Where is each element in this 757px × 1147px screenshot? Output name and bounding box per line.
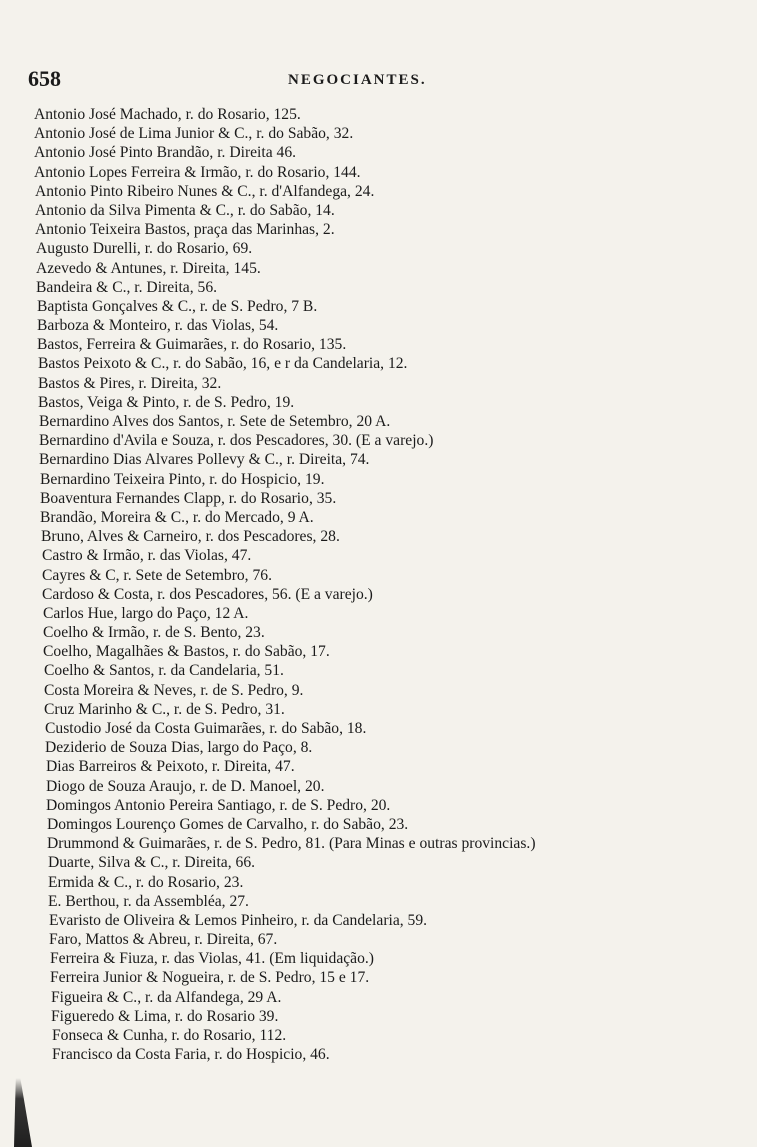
merchant-list <box>34 105 734 1064</box>
list-item: Custodio José da Costa Guimarães, r. do Sabão, 18. <box>45 720 367 737</box>
list-item: Figueira & C., r. da Alfandega, 29 A. <box>51 988 282 1006</box>
list-item: Baptista Gonçalves & C., r. de S. Pedro, 7 B. <box>37 297 318 315</box>
list-item: Bastos, Veiga & Pinto, r. de S. Pedro, 19. <box>38 393 295 411</box>
list-item: Coelho, Magalhães & Bastos, r. do Sabão, 17. <box>43 643 330 661</box>
list-item: Cayres & C, r. Sete de Setembro, 76. <box>42 566 272 584</box>
list-item: Bastos, Ferreira & Guimarães, r. do Rosario, 135. <box>37 336 347 354</box>
list-item: Antonio José Machado, r. do Rosario, 125. <box>34 106 301 123</box>
list-item: Augusto Durelli, r. do Rosario, 69. <box>36 240 253 258</box>
list-item: Bernardino Alves dos Santos, r. Sete de Setembro, 20 A. <box>39 413 391 430</box>
list-item: Bastos Peixoto & C., r. do Sabão, 16, e r da Candelaria, 12. <box>38 355 408 373</box>
list-item: Bernardino d'Avila e Souza, r. dos Pescadores, 30. (E a varejo.) <box>39 432 434 450</box>
list-item: Faro, Mattos & Abreu, r. Direita, 67. <box>49 931 278 949</box>
list-item: E. Berthou, r. da Assembléa, 27. <box>48 892 249 910</box>
list-item: Drummond & Guimarães, r. de S. Pedro, 81. (Para Minas e outras provincias.) <box>47 835 536 853</box>
list-item: Barboza & Monteiro, r. das Violas, 54. <box>37 317 279 335</box>
list-item: Coelho & Irmão, r. de S. Bento, 23. <box>43 624 265 642</box>
list-item: Antonio José Pinto Brandão, r. Direita 46. <box>34 144 297 162</box>
list-item: Brandão, Moreira & C., r. do Mercado, 9 A. <box>40 508 314 526</box>
list-item: Bastos & Pires, r. Direita, 32. <box>38 374 222 392</box>
list-item: Dias Barreiros & Peixoto, r. Direita, 47. <box>46 758 295 776</box>
list-item: Bernardino Teixeira Pinto, r. do Hospicio, 19. <box>40 470 325 488</box>
list-item: Cardoso & Costa, r. dos Pescadores, 56. (E a varejo.) <box>42 585 373 603</box>
scan-edge-mark <box>14 1078 32 1147</box>
list-item: Antonio Lopes Ferreira & Irmão, r. do Rosario, 144. <box>34 163 361 181</box>
list-item: Bruno, Alves & Carneiro, r. dos Pescadores, 28. <box>41 528 340 546</box>
list-item: Diogo de Souza Araujo, r. de D. Manoel, 20. <box>46 777 325 795</box>
list-item: Antonio José de Lima Junior & C., r. do Sabão, 32. <box>34 125 354 143</box>
list-item: Evaristo de Oliveira & Lemos Pinheiro, r. da Candelaria, 59. <box>49 911 428 929</box>
list-item: Francisco da Costa Faria, r. do Hospicio, 46. <box>52 1046 330 1064</box>
running-head: NEGOCIANTES. <box>288 72 427 88</box>
list-item: Azevedo & Antunes, r. Direita, 145. <box>36 259 261 277</box>
list-item: Deziderio de Souza Dias, largo do Paço, 8. <box>45 739 313 757</box>
list-item: Cruz Marinho & C., r. de S. Pedro, 31. <box>44 700 285 718</box>
list-item: Bernardino Dias Alvares Pollevy & C., r. Direita, 74. <box>39 451 370 469</box>
list-item: Antonio Pinto Ribeiro Nunes & C., r. d'Alfandega, 24. <box>35 182 375 200</box>
list-item: Ermida & C., r. do Rosario, 23. <box>48 873 244 891</box>
list-item: Carlos Hue, largo do Paço, 12 A. <box>43 604 249 622</box>
list-item: Antonio Teixeira Bastos, praça das Marinhas, 2. <box>35 221 335 239</box>
list-item: Castro & Irmão, r. das Violas, 47. <box>42 547 252 565</box>
list-item: Duarte, Silva & C., r. Direita, 66. <box>48 854 256 872</box>
list-item: Domingos Lourenço Gomes de Carvalho, r. do Sabão, 23. <box>47 815 409 833</box>
list-item: Coelho & Santos, r. da Candelaria, 51. <box>44 662 284 680</box>
list-item: Bandeira & C., r. Direita, 56. <box>36 278 218 296</box>
page-number: 658 <box>28 66 61 91</box>
list-item: Ferreira Junior & Nogueira, r. de S. Pedro, 15 e 17. <box>50 969 370 987</box>
list-item: Boaventura Fernandes Clapp, r. do Rosario, 35. <box>40 489 337 507</box>
list-item: Figueredo & Lima, r. do Rosario 39. <box>51 1007 279 1025</box>
list-item: Ferreira & Fiuza, r. das Violas, 41. (Em liquidação.) <box>50 950 374 968</box>
list-item: Antonio da Silva Pimenta & C., r. do Sabão, 14. <box>35 201 335 219</box>
list-item: Fonseca & Cunha, r. do Rosario, 112. <box>52 1027 287 1044</box>
list-item: Costa Moreira & Neves, r. de S. Pedro, 9. <box>44 681 304 699</box>
list-item: Domingos Antonio Pereira Santiago, r. de S. Pedro, 20. <box>46 796 391 814</box>
